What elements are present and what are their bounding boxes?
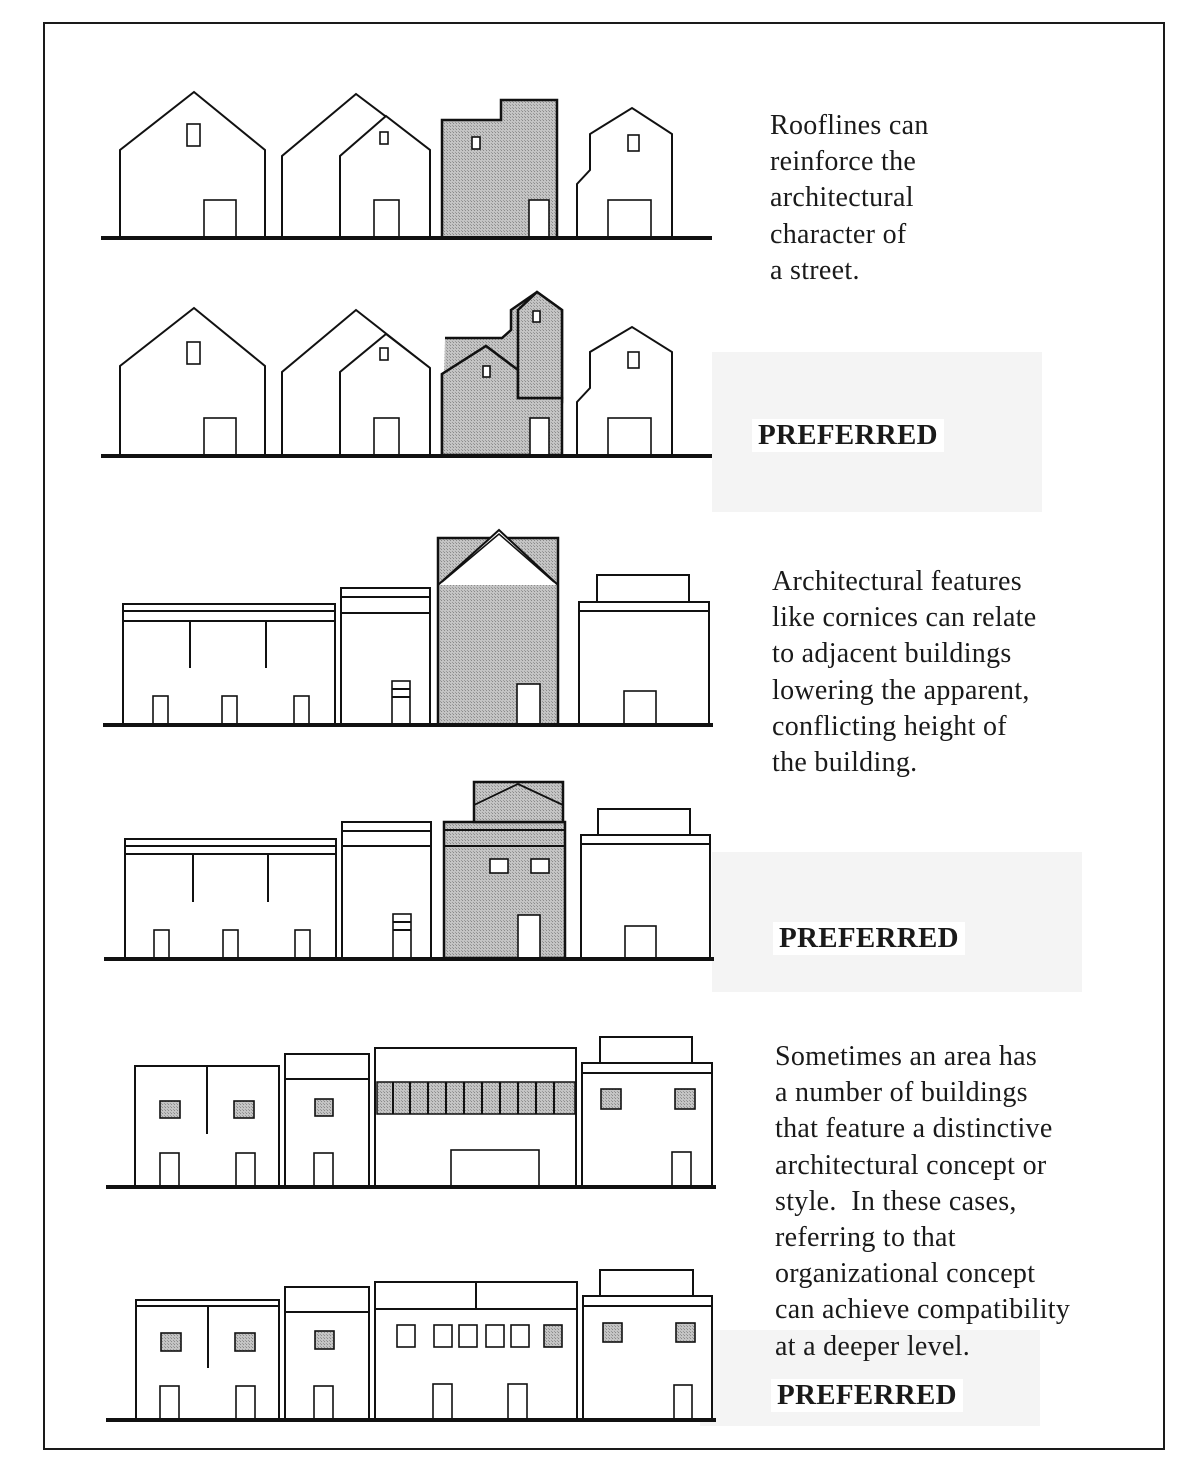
- caption-line: like cornices can relate: [772, 602, 1037, 634]
- caption-line: can achieve compatibility: [775, 1294, 1071, 1326]
- stepped-building-top: [597, 575, 689, 602]
- caption-line: organizational concept: [775, 1258, 1036, 1290]
- caption-line: referring to that: [775, 1222, 956, 1254]
- caption-line: lowering the apparent,: [772, 674, 1030, 706]
- narrow-building: [342, 822, 431, 958]
- row-cornices-preferred: [104, 782, 714, 959]
- caption-line: reinforce the: [770, 146, 917, 178]
- preferred-label-concept: PREFERRED: [771, 1379, 963, 1412]
- infill-building-with-cornice: [444, 822, 565, 958]
- caption-line: to adjacent buildings: [772, 638, 1012, 670]
- preferred-label-cornices: PREFERRED: [773, 922, 965, 955]
- narrow-building: [341, 588, 430, 725]
- caption-line: at a deeper level.: [775, 1330, 971, 1362]
- row-cornices-original: [103, 530, 713, 725]
- stepped-building-base: [582, 1063, 712, 1187]
- caption-line: character of: [770, 218, 907, 250]
- caption-line: Sometimes an area has: [775, 1041, 1038, 1072]
- caption-line: a street.: [770, 254, 860, 286]
- row-rooflines-original: [101, 92, 712, 238]
- caption-line: the building.: [772, 747, 918, 779]
- caption-line: Architectural features: [772, 566, 1022, 597]
- caption-line: conflicting height of: [772, 710, 1007, 742]
- stepped-building-top: [600, 1270, 693, 1296]
- row-concept-preferred: [106, 1270, 716, 1420]
- gable-house-1: [120, 308, 265, 455]
- caption-line: a number of buildings: [775, 1077, 1028, 1109]
- caption-line: style. In these cases,: [775, 1185, 1017, 1217]
- caption-rooflines: [770, 108, 929, 289]
- stepped-building-top: [600, 1037, 692, 1063]
- caption-line: Rooflines can: [770, 110, 929, 141]
- caption-line: architectural: [770, 182, 914, 214]
- caption-line: that feature a distinctive: [775, 1113, 1053, 1145]
- caption-line: architectural concept or: [775, 1149, 1047, 1181]
- stepped-building-top: [598, 809, 690, 835]
- preferred-label-rooflines: PREFERRED: [752, 419, 944, 452]
- caption-concept: [775, 1039, 1070, 1365]
- gable-house-1: [120, 92, 265, 238]
- caption-cornices: [772, 564, 1037, 781]
- row-concept-original: [106, 1037, 716, 1187]
- row-rooflines-preferred: [101, 292, 712, 456]
